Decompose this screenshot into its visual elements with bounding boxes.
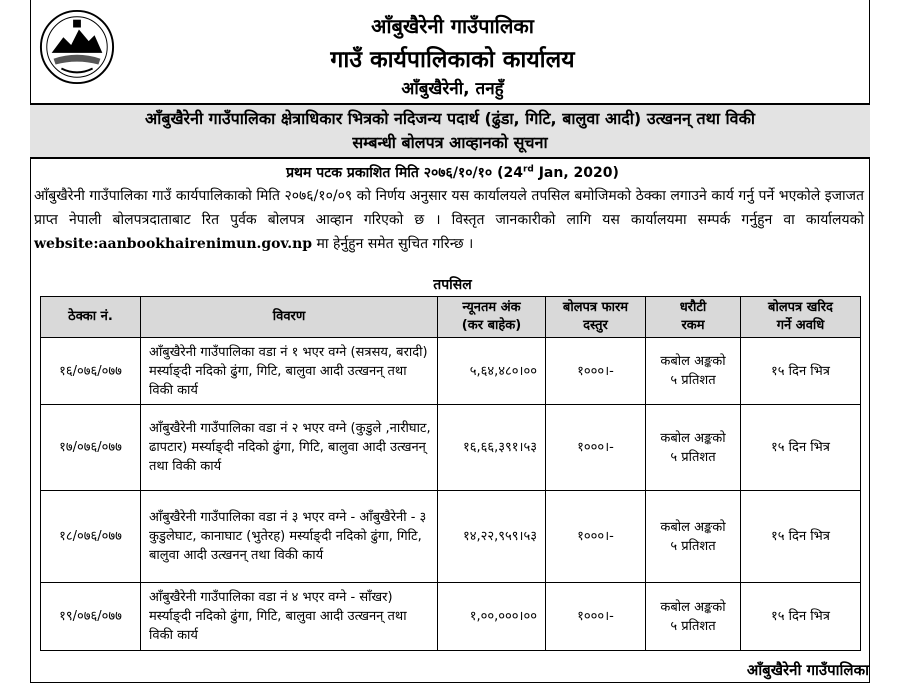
header-description: विवरण	[141, 297, 438, 338]
table-row	[41, 491, 861, 583]
footer-signature: आँबुखैरेनी गाउँपालिका	[746, 661, 869, 679]
cell-period: १५ दिन भित्र	[741, 405, 861, 491]
cell-form-fee: १०००।-	[546, 583, 646, 651]
notice-paragraph: आँबुखैरेनी गाउँपालिका गाउँ कार्यपालिकाको मिति २०७६/१०/०९ को निर्णय अनुसार यस कार्यालयले तपसिल बमोजिमको ठेक्का लगाउने कार्य गर्नु पर्ने भएकोले इजाजत प्राप्त नेपाली बोलपत्रदाताबाट रित पुर्वक बोलपत्र आव्हान गरिएको छ । विस्तृत जानकारीको लागि यस कार्यालयमा सम्पर्क गर्नुहुन वा कार्यालयको website:aanbookhairenimun.gov.np मा हेर्नुहुन समेत सुचित गरिन्छ ।	[34, 188, 864, 252]
cell-deposit: कबोल अङ्कको ५ प्रतिशत	[646, 338, 741, 405]
notice-title-banner	[30, 103, 870, 159]
tender-table	[40, 296, 861, 651]
header-form-fee: बोलपत्र फारम दस्तुर	[546, 297, 646, 338]
cell-description: आँबुखैरेनी गाउँपालिका वडा नं १ भएर वग्ने (सत्रसय, बरादी) मर्स्याङ्दी नदिको ढुंगा, गिटि, बालुवा आदी उत्खनन् तथा विकी कार्य	[141, 338, 438, 405]
publication-date	[0, 163, 905, 182]
cell-min-amount: १४,२२,९५९।५३	[438, 491, 546, 583]
cell-min-amount: १,००,०००।००	[438, 583, 546, 651]
cell-form-fee: १०००।-	[546, 405, 646, 491]
publication-date-label: प्रथम पटक प्रकाशित मिति २०७६/१०/१०	[286, 165, 493, 181]
cell-min-amount: ५,६४,४८०।००	[438, 338, 546, 405]
cell-min-amount: १६,६६,३९१।५३	[438, 405, 546, 491]
table-title: तपसिल	[433, 277, 472, 293]
table-header-row	[41, 297, 861, 338]
cell-deposit: कबोल अङ्कको ५ प्रतिशत	[646, 405, 741, 491]
cell-contract-no: १९/०७६/०७७	[41, 583, 141, 651]
header-min-amount: न्यूनतम अंक (कर बाहेक)	[438, 297, 546, 338]
cell-period: १५ दिन भित्र	[741, 583, 861, 651]
website-link[interactable]: website:aanbookhairenimun.gov.np	[34, 236, 313, 252]
cell-description: आँबुखैरेनी गाउँपालिका वडा नं ३ भएर वग्ने - आँबुखैरेनी - ३ कुडुलेघाट, कानाघाट (भुतेरह) मर्स्याङ्दी नदिको ढुंगा, गिटि, बालुवा आदी उत्खनन् तथा विकी कार्य	[141, 491, 438, 583]
office-location: आँबुखैरेनी, तनहुँ	[401, 79, 504, 99]
header-contract-no: ठेक्का नं.	[41, 297, 141, 338]
table-row	[41, 405, 861, 491]
table-row	[41, 583, 861, 651]
cell-contract-no: १६/०७६/०७७	[41, 338, 141, 405]
header-purchase-period: बोलपत्र खरिद गर्ने अवधि	[741, 297, 861, 338]
cell-description: आँबुखैरेनी गाउँपालिका वडा नं २ भएर वग्ने (कुडुले ,नारीघाट, ढापटार) मर्स्याङ्दी नदिको ढुंगा, गिटि, बालुवा आदी उत्खनन् तथा विकी कार्य	[141, 405, 438, 491]
notice-title-line2: सम्बन्धी बोलपत्र आव्हानको सूचना	[352, 133, 548, 152]
publication-date-english: (24rd Jan, 2020)	[497, 164, 619, 181]
cell-form-fee: १०००।-	[546, 491, 646, 583]
cell-contract-no: १८/०७६/०७७	[41, 491, 141, 583]
office-name: गाउँ कार्यपालिकाको कार्यालय	[330, 47, 575, 73]
cell-form-fee: १०००।-	[546, 338, 646, 405]
table-row	[41, 338, 861, 405]
header-deposit: धरौटी रकम	[646, 297, 741, 338]
notice-title-line1: आँबुखैरेनी गाउँपालिका क्षेत्राधिकार भित्रको नदिजन्य पदार्थ (ढुंडा, गिटि, बालुवा आदी) उत्खनन् तथा विकी	[144, 109, 756, 128]
cell-deposit: कबोल अङ्कको ५ प्रतिशत	[646, 491, 741, 583]
cell-contract-no: १७/०७६/०७७	[41, 405, 141, 491]
cell-period: १५ दिन भित्र	[741, 491, 861, 583]
cell-period: १५ दिन भित्र	[741, 338, 861, 405]
municipality-name: आँबुखैरेनी गाउँपालिका	[371, 14, 534, 38]
cell-description: आँबुखैरेनी गाउँपालिका वडा नं ४ भएर वग्ने - साँखर) मर्स्याङ्दी नदिको ढुंगा, गिटि, बालुवा आदी उत्खनन् तथा विकी कार्य	[141, 583, 438, 651]
cell-deposit: कबोल अङ्कको ५ प्रतिशत	[646, 583, 741, 651]
